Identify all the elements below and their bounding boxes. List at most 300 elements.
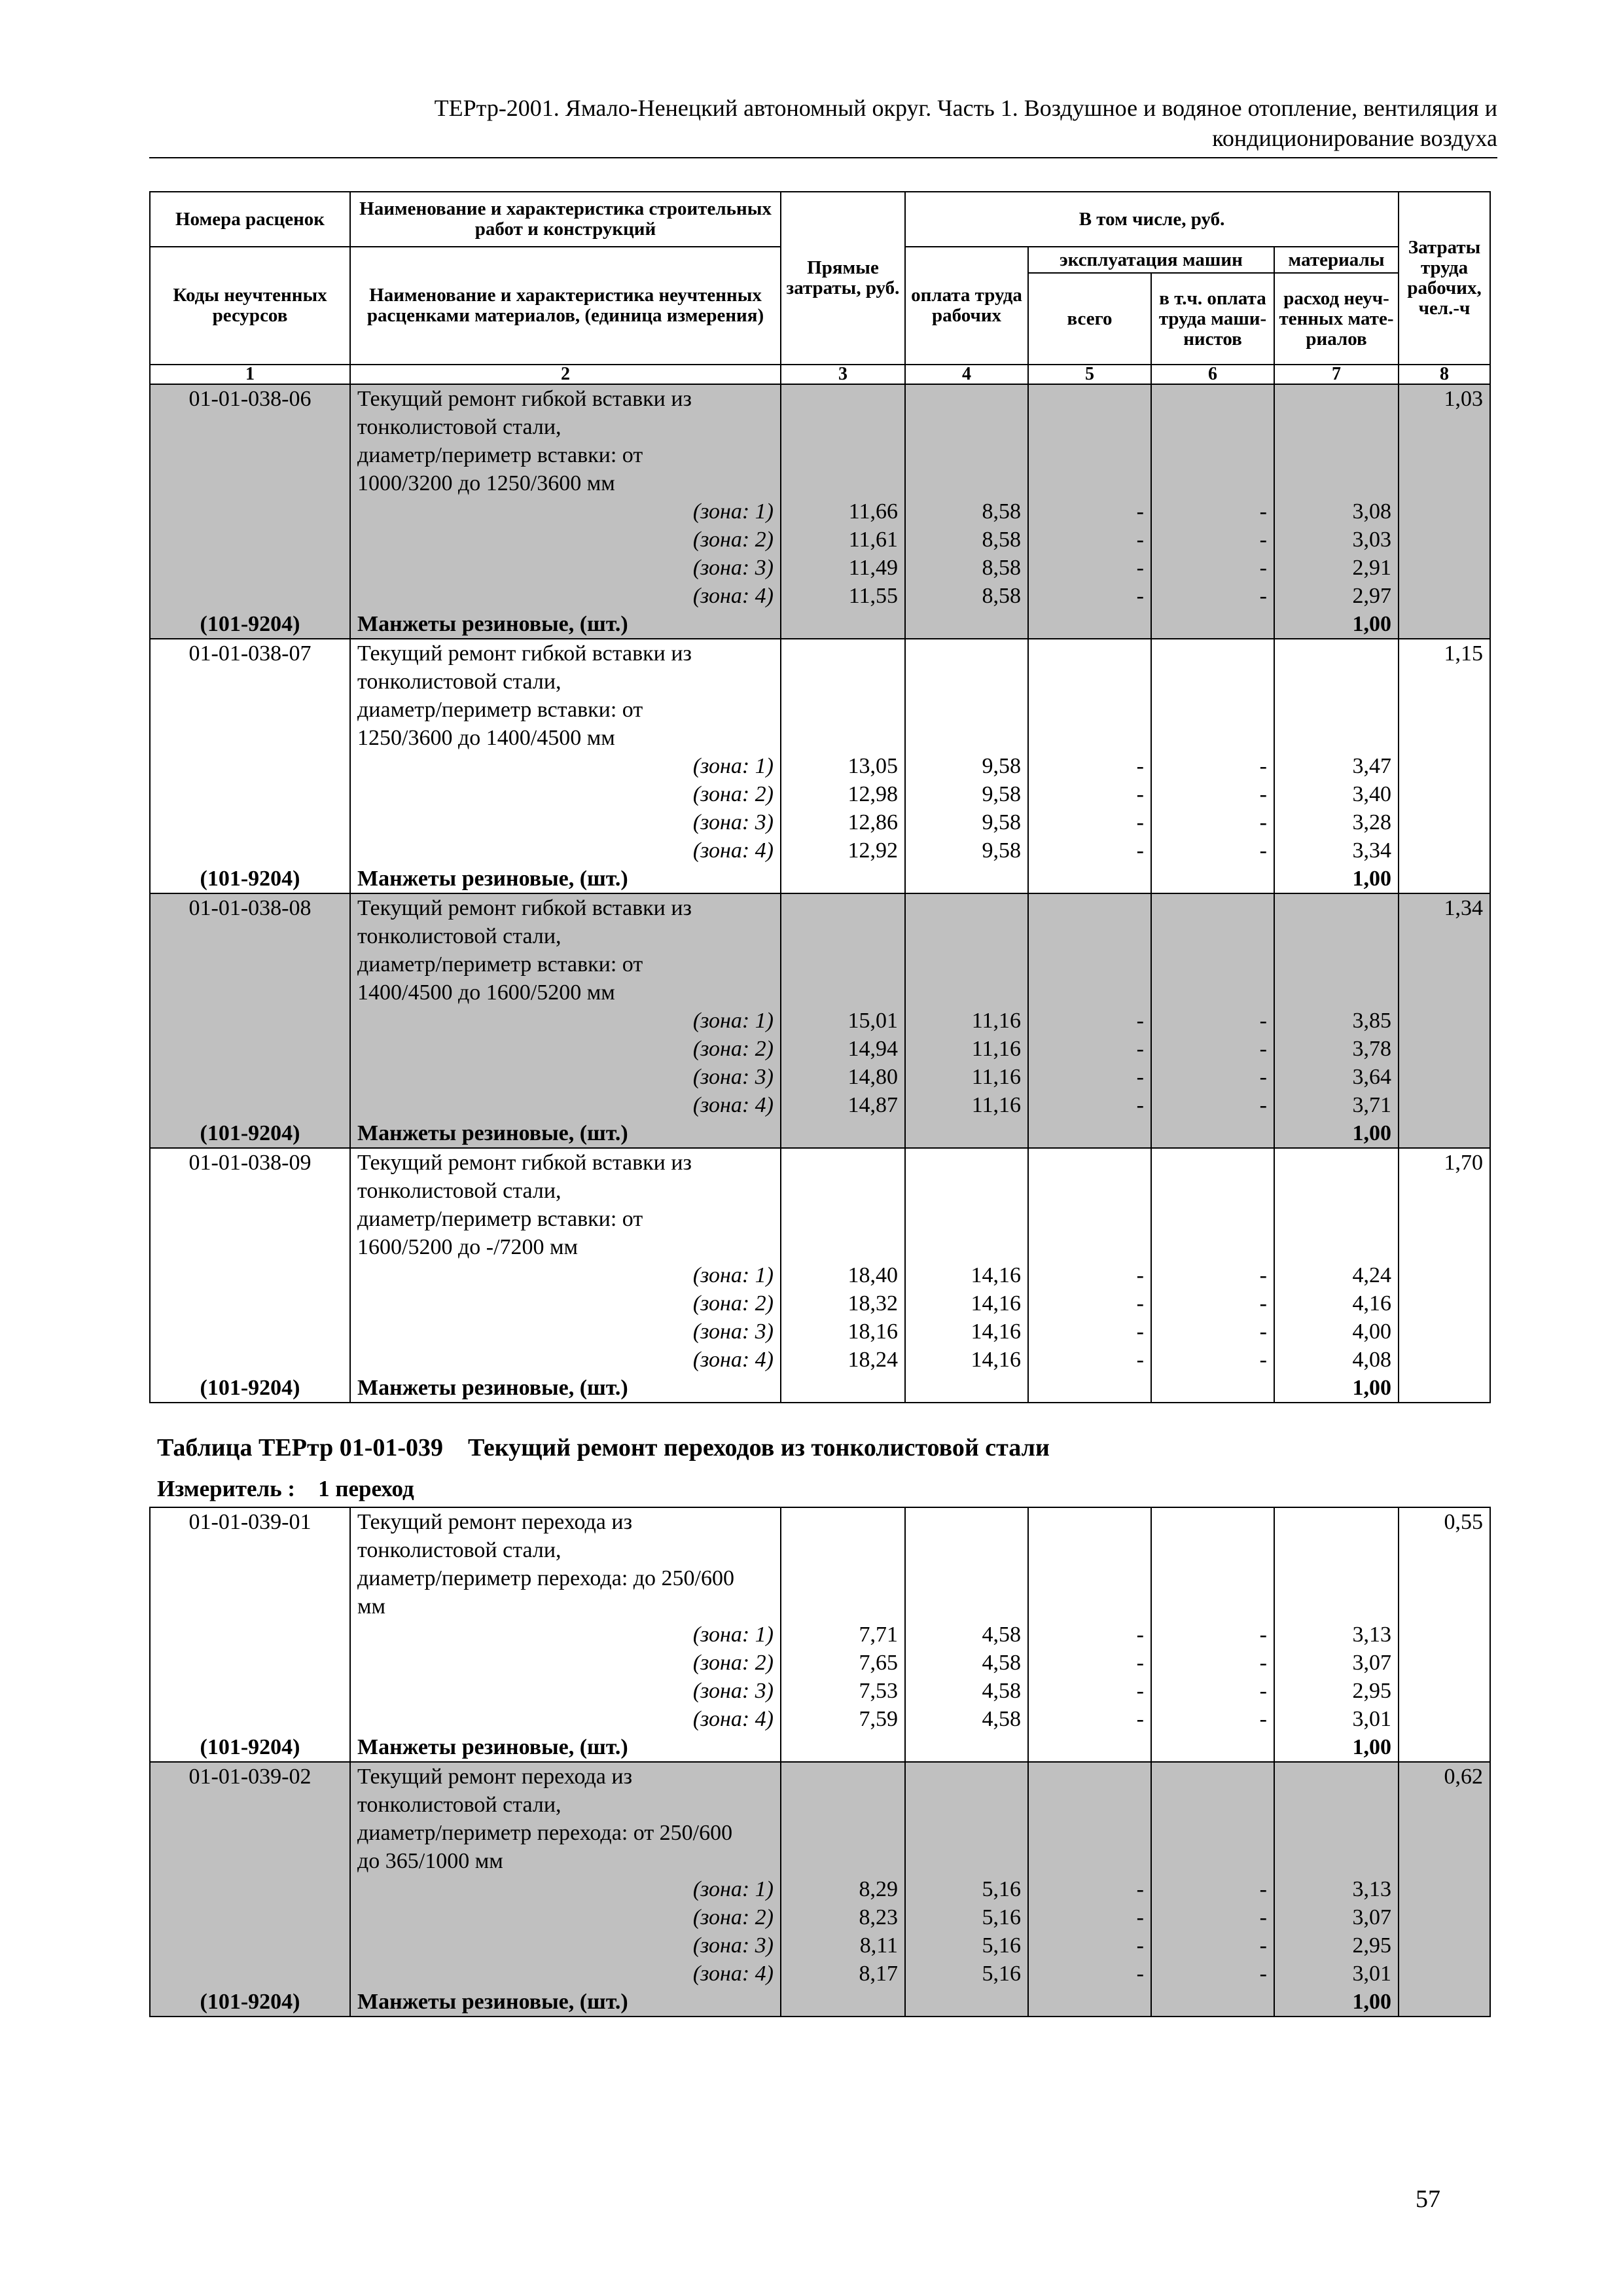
empty-cell	[150, 1035, 350, 1063]
empty-cell	[1151, 1564, 1274, 1592]
resource-row	[150, 1733, 1490, 1762]
zone-label: (зона: 3)	[350, 554, 781, 582]
empty-cell	[1274, 1507, 1399, 1536]
zone-label: (зона: 3)	[350, 1677, 781, 1705]
empty-cell	[1399, 724, 1490, 752]
empty-cell	[1274, 950, 1399, 978]
worker-wage: 8,58	[905, 554, 1028, 582]
rate-description-line: Текущий ремонт гибкой вставки из	[350, 893, 781, 922]
empty-cell	[1399, 1035, 1490, 1063]
empty-cell	[150, 1261, 350, 1289]
empty-cell	[781, 1536, 905, 1564]
materials-cost: 3,64	[1274, 1063, 1399, 1091]
empty-cell	[150, 1705, 350, 1733]
zone-row	[150, 1261, 1490, 1289]
rate-description-line: Текущий ремонт перехода из	[350, 1507, 781, 1536]
zone-row	[150, 1960, 1490, 1988]
rates-table-039	[149, 1507, 1491, 2017]
column-number: 3	[781, 365, 905, 384]
empty-cell	[905, 413, 1028, 441]
empty-cell	[1151, 1119, 1274, 1148]
rate-description-line: 1600/5200 до -/7200 мм	[350, 1233, 781, 1261]
table-row	[150, 1536, 1490, 1564]
table-row	[150, 1819, 1490, 1847]
empty-cell	[1274, 668, 1399, 696]
empty-cell	[905, 668, 1028, 696]
table-row	[150, 639, 1490, 668]
empty-cell	[1028, 413, 1151, 441]
empty-cell	[905, 1177, 1028, 1205]
zone-row	[150, 526, 1490, 554]
header-rule	[149, 157, 1497, 158]
resource-name: Манжеты резиновые, (шт.)	[350, 610, 781, 639]
table-row	[150, 413, 1490, 441]
empty-cell	[150, 724, 350, 752]
empty-cell	[1028, 1791, 1151, 1819]
resource-row	[150, 865, 1490, 893]
empty-cell	[1399, 1931, 1490, 1960]
zone-label: (зона: 1)	[350, 752, 781, 780]
empty-cell	[1399, 1960, 1490, 1988]
direct-cost: 11,66	[781, 497, 905, 526]
empty-cell	[150, 1091, 350, 1119]
rate-description-line: тонколистовой стали,	[350, 668, 781, 696]
worker-wage: 4,58	[905, 1649, 1028, 1677]
machinist-wage: -	[1151, 808, 1274, 836]
empty-cell	[150, 441, 350, 469]
empty-cell	[781, 1148, 905, 1177]
empty-cell	[1399, 1091, 1490, 1119]
empty-cell	[905, 1592, 1028, 1621]
zone-row	[150, 497, 1490, 526]
zone-row	[150, 1705, 1490, 1733]
direct-cost: 18,32	[781, 1289, 905, 1318]
zone-row	[150, 1931, 1490, 1960]
empty-cell	[905, 384, 1028, 413]
empty-cell	[1151, 1374, 1274, 1403]
empty-cell	[1274, 413, 1399, 441]
page-number: 57	[1416, 2185, 1440, 2213]
direct-cost: 14,87	[781, 1091, 905, 1119]
worker-wage: 4,58	[905, 1677, 1028, 1705]
empty-cell	[150, 1931, 350, 1960]
empty-cell	[1028, 1536, 1151, 1564]
zone-row	[150, 1346, 1490, 1374]
rate-description-line: Текущий ремонт гибкой вставки из	[350, 639, 781, 668]
empty-cell	[1028, 950, 1151, 978]
header-machine-operation: эксплуатация машин	[1028, 247, 1274, 273]
empty-cell	[1028, 922, 1151, 950]
header-labor-hours: Затраты труда рабочих, чел.-ч	[1399, 192, 1490, 365]
empty-cell	[905, 469, 1028, 497]
resource-row	[150, 1374, 1490, 1403]
empty-cell	[781, 724, 905, 752]
empty-cell	[1399, 1346, 1490, 1374]
empty-cell	[150, 582, 350, 610]
rate-code: 01-01-038-07	[150, 639, 350, 668]
empty-cell	[781, 1177, 905, 1205]
machines-total: -	[1028, 1621, 1151, 1649]
direct-cost: 11,49	[781, 554, 905, 582]
empty-cell	[1151, 469, 1274, 497]
machinist-wage: -	[1151, 752, 1274, 780]
empty-cell	[1151, 1791, 1274, 1819]
empty-cell	[150, 1649, 350, 1677]
empty-cell	[1399, 752, 1490, 780]
worker-wage: 14,16	[905, 1346, 1028, 1374]
materials-cost: 2,97	[1274, 582, 1399, 610]
empty-cell	[150, 808, 350, 836]
empty-cell	[905, 724, 1028, 752]
labor-hours: 1,70	[1399, 1148, 1490, 1177]
empty-cell	[150, 1875, 350, 1903]
materials-cost: 3,40	[1274, 780, 1399, 808]
direct-cost: 8,11	[781, 1931, 905, 1960]
resource-name: Манжеты резиновые, (шт.)	[350, 1119, 781, 1148]
empty-cell	[905, 1119, 1028, 1148]
column-number: 7	[1274, 365, 1399, 384]
empty-cell	[1028, 1233, 1151, 1261]
empty-cell	[1028, 1847, 1151, 1875]
empty-cell	[1274, 893, 1399, 922]
empty-cell	[1028, 639, 1151, 668]
direct-cost: 8,23	[781, 1903, 905, 1931]
direct-cost: 11,55	[781, 582, 905, 610]
empty-cell	[1399, 1791, 1490, 1819]
header-direct-costs: Прямые затраты, руб.	[781, 192, 905, 365]
resource-code: (101-9204)	[150, 1988, 350, 2017]
rate-description-line: диаметр/периметр перехода: до 250/600	[350, 1564, 781, 1592]
empty-cell	[1151, 610, 1274, 639]
empty-cell	[150, 780, 350, 808]
resource-name: Манжеты резиновые, (шт.)	[350, 1374, 781, 1403]
zone-row	[150, 808, 1490, 836]
machines-total: -	[1028, 1931, 1151, 1960]
empty-cell	[781, 950, 905, 978]
zone-label: (зона: 3)	[350, 1318, 781, 1346]
empty-cell	[1028, 1205, 1151, 1233]
materials-cost: 4,08	[1274, 1346, 1399, 1374]
empty-cell	[1399, 1677, 1490, 1705]
empty-cell	[781, 1374, 905, 1403]
empty-cell	[781, 1233, 905, 1261]
machines-total: -	[1028, 497, 1151, 526]
empty-cell	[905, 696, 1028, 724]
empty-cell	[1151, 1536, 1274, 1564]
machinist-wage: -	[1151, 1705, 1274, 1733]
machinist-wage: -	[1151, 1960, 1274, 1988]
materials-cost: 3,08	[1274, 497, 1399, 526]
empty-cell	[1274, 724, 1399, 752]
table-row	[150, 724, 1490, 752]
table-row	[150, 1205, 1490, 1233]
empty-cell	[781, 469, 905, 497]
zone-label: (зона: 2)	[350, 1289, 781, 1318]
machines-total: -	[1028, 1346, 1151, 1374]
empty-cell	[905, 978, 1028, 1007]
empty-cell	[1399, 1903, 1490, 1931]
empty-cell	[1399, 1847, 1490, 1875]
rate-description-line: 1400/4500 до 1600/5200 мм	[350, 978, 781, 1007]
empty-cell	[1028, 384, 1151, 413]
empty-cell	[150, 1847, 350, 1875]
header-resource-codes: Коды неучтенных ресурсов	[150, 247, 350, 365]
empty-cell	[1399, 1289, 1490, 1318]
empty-cell	[781, 1733, 905, 1762]
empty-cell	[1028, 1819, 1151, 1847]
rate-description-line: мм	[350, 1592, 781, 1621]
machines-total: -	[1028, 1091, 1151, 1119]
table-row	[150, 978, 1490, 1007]
empty-cell	[1274, 1762, 1399, 1791]
empty-cell	[1274, 1205, 1399, 1233]
header-worker-pay: оплата труда рабочих	[905, 247, 1028, 365]
empty-cell	[150, 1791, 350, 1819]
machines-total: -	[1028, 1035, 1151, 1063]
materials-cost: 4,16	[1274, 1289, 1399, 1318]
zone-label: (зона: 4)	[350, 1346, 781, 1374]
empty-cell	[1399, 1592, 1490, 1621]
resource-code: (101-9204)	[150, 1733, 350, 1762]
empty-cell	[1151, 1177, 1274, 1205]
direct-cost: 13,05	[781, 752, 905, 780]
machines-total: -	[1028, 1705, 1151, 1733]
zone-label: (зона: 4)	[350, 836, 781, 865]
empty-cell	[150, 413, 350, 441]
zone-label: (зона: 4)	[350, 1705, 781, 1733]
machinist-wage: -	[1151, 1649, 1274, 1677]
rate-description-line: диаметр/периметр вставки: от	[350, 696, 781, 724]
machinist-wage: -	[1151, 497, 1274, 526]
table-row	[150, 1148, 1490, 1177]
rates-table-038	[149, 191, 1491, 1403]
worker-wage: 5,16	[905, 1875, 1028, 1903]
materials-cost: 3,47	[1274, 752, 1399, 780]
empty-cell	[905, 922, 1028, 950]
empty-cell	[150, 1903, 350, 1931]
materials-cost: 3,07	[1274, 1649, 1399, 1677]
table-row	[150, 1564, 1490, 1592]
empty-cell	[1151, 893, 1274, 922]
machinist-wage: -	[1151, 554, 1274, 582]
empty-cell	[1151, 696, 1274, 724]
empty-cell	[905, 1507, 1028, 1536]
direct-cost: 14,94	[781, 1035, 905, 1063]
worker-wage: 8,58	[905, 582, 1028, 610]
empty-cell	[781, 1791, 905, 1819]
header-material-use: расход неуч-тенных мате-риалов	[1274, 273, 1399, 365]
table-row	[150, 1847, 1490, 1875]
empty-cell	[1028, 1592, 1151, 1621]
zone-label: (зона: 2)	[350, 526, 781, 554]
empty-cell	[150, 1289, 350, 1318]
empty-cell	[781, 413, 905, 441]
machines-total: -	[1028, 1007, 1151, 1035]
empty-cell	[1028, 610, 1151, 639]
empty-cell	[905, 1791, 1028, 1819]
machines-total: -	[1028, 836, 1151, 865]
direct-cost: 8,17	[781, 1960, 905, 1988]
empty-cell	[905, 1819, 1028, 1847]
machinist-wage: -	[1151, 1007, 1274, 1035]
zone-label: (зона: 1)	[350, 1261, 781, 1289]
zone-label: (зона: 3)	[350, 1931, 781, 1960]
table-row	[150, 1592, 1490, 1621]
empty-cell	[1151, 413, 1274, 441]
machinist-wage: -	[1151, 1035, 1274, 1063]
empty-cell	[1399, 1318, 1490, 1346]
resource-row	[150, 1119, 1490, 1148]
machines-total: -	[1028, 582, 1151, 610]
materials-cost: 3,78	[1274, 1035, 1399, 1063]
empty-cell	[1399, 1205, 1490, 1233]
empty-cell	[781, 1205, 905, 1233]
resource-code: (101-9204)	[150, 610, 350, 639]
empty-cell	[1399, 808, 1490, 836]
empty-cell	[781, 978, 905, 1007]
empty-cell	[1151, 1762, 1274, 1791]
materials-cost: 2,95	[1274, 1931, 1399, 1960]
empty-cell	[150, 1346, 350, 1374]
zone-row	[150, 1318, 1490, 1346]
empty-cell	[1274, 1819, 1399, 1847]
empty-cell	[1028, 865, 1151, 893]
zone-label: (зона: 4)	[350, 582, 781, 610]
empty-cell	[1399, 1233, 1490, 1261]
header-work-name: Наименование и характеристика строительных работ и конструкций	[350, 192, 781, 247]
empty-cell	[1151, 1733, 1274, 1762]
empty-cell	[150, 836, 350, 865]
page-header	[149, 93, 1497, 153]
empty-cell	[1274, 1177, 1399, 1205]
empty-cell	[1028, 1733, 1151, 1762]
empty-cell	[905, 1988, 1028, 2017]
materials-cost: 3,01	[1274, 1960, 1399, 1988]
empty-cell	[781, 1762, 905, 1791]
direct-cost: 12,98	[781, 780, 905, 808]
empty-cell	[1274, 1233, 1399, 1261]
direct-cost: 8,29	[781, 1875, 905, 1903]
machinist-wage: -	[1151, 1346, 1274, 1374]
zone-row	[150, 1875, 1490, 1903]
empty-cell	[781, 1988, 905, 2017]
empty-cell	[1028, 1988, 1151, 2017]
resource-quantity: 1,00	[1274, 1988, 1399, 2017]
table-row	[150, 893, 1490, 922]
machines-total: -	[1028, 780, 1151, 808]
header-line-1: ТЕРтр-2001. Ямало-Ненецкий автономный округ. Часть 1. Воздушное и водяное отопление, вентиляция и	[434, 95, 1497, 121]
materials-cost: 3,03	[1274, 526, 1399, 554]
empty-cell	[781, 668, 905, 696]
empty-cell	[905, 610, 1028, 639]
zone-row	[150, 752, 1490, 780]
empty-cell	[905, 865, 1028, 893]
empty-cell	[1399, 668, 1490, 696]
empty-cell	[1399, 1119, 1490, 1148]
empty-cell	[781, 1507, 905, 1536]
empty-cell	[1151, 1233, 1274, 1261]
rate-description-line: до 365/1000 мм	[350, 1847, 781, 1875]
rate-code: 01-01-039-01	[150, 1507, 350, 1536]
empty-cell	[1028, 1148, 1151, 1177]
empty-cell	[1399, 1819, 1490, 1847]
empty-cell	[150, 978, 350, 1007]
resource-quantity: 1,00	[1274, 865, 1399, 893]
materials-cost: 2,95	[1274, 1677, 1399, 1705]
machinist-wage: -	[1151, 582, 1274, 610]
empty-cell	[1028, 696, 1151, 724]
empty-cell	[1399, 1733, 1490, 1762]
empty-cell	[1399, 1177, 1490, 1205]
zone-label: (зона: 3)	[350, 808, 781, 836]
worker-wage: 5,16	[905, 1960, 1028, 1988]
empty-cell	[1151, 1988, 1274, 2017]
machinist-wage: -	[1151, 1289, 1274, 1318]
empty-cell	[150, 1564, 350, 1592]
machines-total: -	[1028, 1063, 1151, 1091]
worker-wage: 9,58	[905, 836, 1028, 865]
empty-cell	[781, 610, 905, 639]
empty-cell	[781, 1592, 905, 1621]
machines-total: -	[1028, 1289, 1151, 1318]
rate-description-line: тонколистовой стали,	[350, 1536, 781, 1564]
empty-cell	[1399, 469, 1490, 497]
direct-cost: 18,40	[781, 1261, 905, 1289]
resource-name: Манжеты резиновые, (шт.)	[350, 1733, 781, 1762]
resource-name: Манжеты резиновые, (шт.)	[350, 1988, 781, 2017]
table-row	[150, 1233, 1490, 1261]
empty-cell	[781, 1564, 905, 1592]
empty-cell	[1151, 668, 1274, 696]
empty-cell	[905, 1564, 1028, 1592]
table-2-measure: Измеритель : 1 переход	[157, 1476, 414, 1501]
empty-cell	[150, 1592, 350, 1621]
empty-cell	[1028, 978, 1151, 1007]
empty-cell	[905, 1536, 1028, 1564]
empty-cell	[150, 1318, 350, 1346]
empty-cell	[1151, 922, 1274, 950]
zone-row	[150, 780, 1490, 808]
zone-row	[150, 1007, 1490, 1035]
machines-total: -	[1028, 1318, 1151, 1346]
worker-wage: 8,58	[905, 497, 1028, 526]
materials-cost: 3,01	[1274, 1705, 1399, 1733]
materials-cost: 3,07	[1274, 1903, 1399, 1931]
zone-row	[150, 836, 1490, 865]
empty-cell	[1399, 1988, 1490, 2017]
worker-wage: 9,58	[905, 752, 1028, 780]
table-row	[150, 384, 1490, 413]
zone-label: (зона: 1)	[350, 1621, 781, 1649]
empty-cell	[1399, 1564, 1490, 1592]
zone-row	[150, 1649, 1490, 1677]
zone-label: (зона: 2)	[350, 1649, 781, 1677]
resource-code: (101-9204)	[150, 865, 350, 893]
table-row	[150, 469, 1490, 497]
empty-cell	[1399, 922, 1490, 950]
worker-wage: 4,58	[905, 1705, 1028, 1733]
rate-description-line: диаметр/периметр вставки: от	[350, 950, 781, 978]
resource-code: (101-9204)	[150, 1374, 350, 1403]
zone-row	[150, 1063, 1490, 1091]
empty-cell	[1151, 724, 1274, 752]
machines-total: -	[1028, 554, 1151, 582]
empty-cell	[781, 696, 905, 724]
table-row	[150, 922, 1490, 950]
empty-cell	[1399, 950, 1490, 978]
empty-cell	[1274, 441, 1399, 469]
column-number: 5	[1028, 365, 1151, 384]
